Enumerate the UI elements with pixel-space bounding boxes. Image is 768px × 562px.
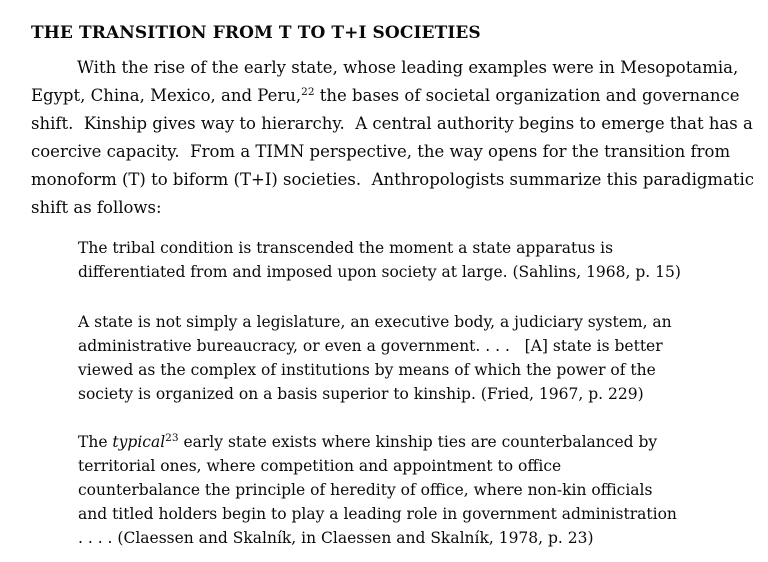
quote-line: A state is not simply a legislature, an executive body, a judiciary system, an (78, 313, 672, 331)
paragraph-text: the bases of societal organization and governance (314, 86, 740, 105)
quote-line: . . . . (Claessen and Skalník, in Claessen and Skalník, 1978, p. 23) (78, 529, 594, 547)
quote-line: differentiated from and imposed upon society at large. (Sahlins, 1968, p. 15) (78, 263, 681, 281)
quote-text: early state exists where kinship ties are counterbalanced by (178, 433, 658, 451)
paragraph-line: With the rise of the early state, whose leading examples were in Mesopotamia, (77, 58, 739, 77)
blockquote-claessen-skalnik (31, 430, 748, 550)
quote-line: territorial ones, where competition and appointment to office (78, 457, 562, 475)
blockquote-fried (31, 310, 748, 406)
quote-line: viewed as the complex of institutions by means of which the power of the (78, 361, 656, 379)
footnote-ref-22: 22 (301, 86, 315, 98)
quote-line (78, 430, 748, 454)
section-heading: THE TRANSITION FROM T TO T+I SOCIETIES (31, 23, 481, 43)
intro-paragraph (31, 54, 755, 222)
quote-line: counterbalance the principle of heredity of office, where non-kin officials (78, 481, 653, 499)
paragraph-line: shift as follows: (31, 198, 162, 217)
footnote-ref-23: 23 (165, 432, 179, 444)
paragraph-line: coercive capacity. From a TIMN perspective, the way opens for the transition from (31, 142, 731, 161)
emphasized-word: typical (112, 433, 166, 451)
quote-line: society is organized on a basis superior to kinship. (Fried, 1967, p. 229) (78, 385, 644, 403)
paragraph-line: monoform (T) to biform (T+I) societies. Anthropologists summarize this paradigmatic (31, 170, 755, 189)
paragraph-line: shift. Kinship gives way to hierarchy. A central authority begins to emerge that has a (31, 114, 753, 133)
quote-line: and titled holders begin to play a leading role in government administration (78, 505, 677, 523)
paragraph-text: Egypt, China, Mexico, and Peru, (31, 86, 302, 105)
blockquote-sahlins (31, 236, 748, 284)
paragraph-line (31, 82, 748, 110)
quote-line: administrative bureaucracy, or even a government. . . . [A] state is better (78, 337, 663, 355)
quote-text: The (78, 433, 113, 451)
quote-line: The tribal condition is transcended the moment a state apparatus is (78, 239, 614, 257)
